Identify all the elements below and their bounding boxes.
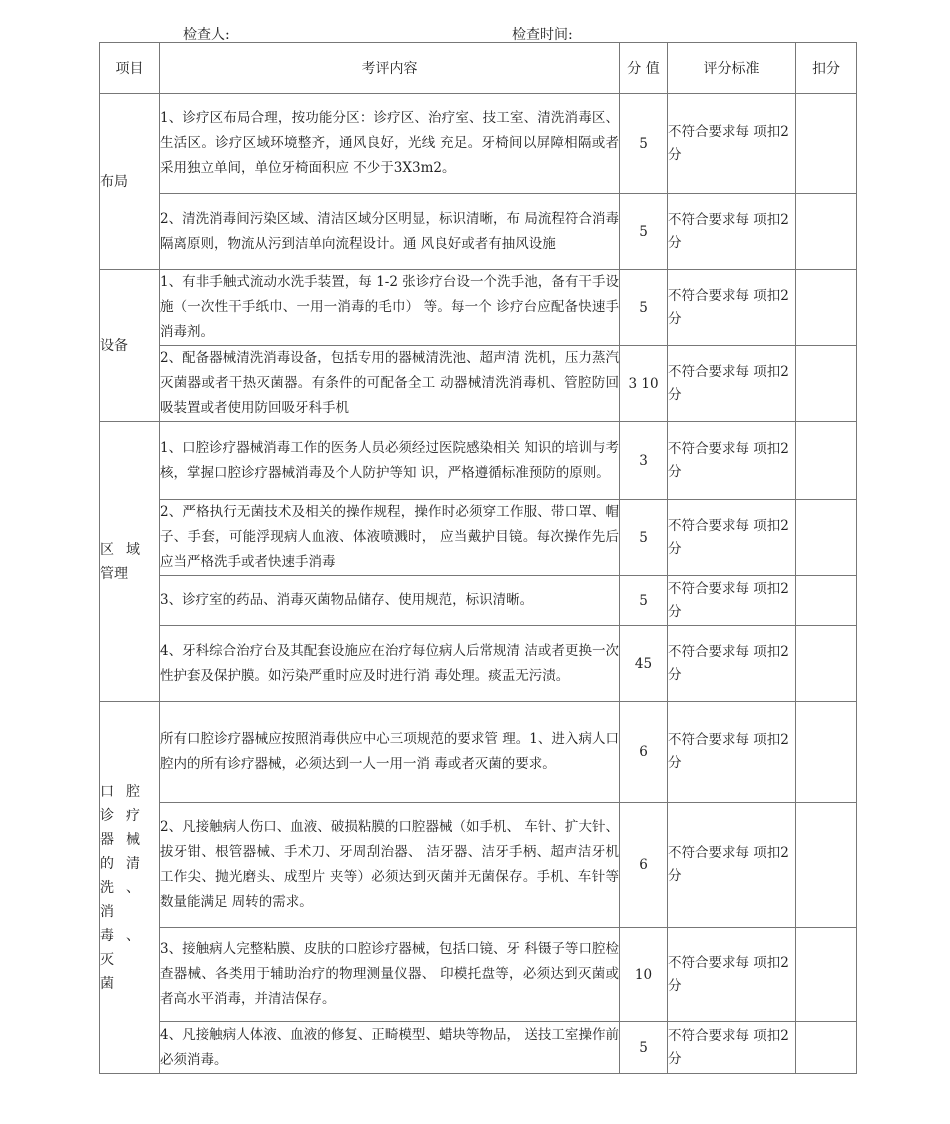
category-cleaning-line: 洗、消 [100,879,140,920]
deduct-cell[interactable] [796,194,857,270]
header-criteria: 评分标准 [668,43,796,94]
deduct-cell[interactable] [796,270,857,346]
content-cell: 2、清洗消毒间污染区域、清洁区域分区明显，标识清晰，布 局流程符合消毒隔离原则，物流从污到洁单向流程设计。通 风良好或者有抽风设施 [160,194,620,270]
criteria-cell: 不符合要求每 项扣2分 [668,194,796,270]
deduct-cell[interactable] [796,702,857,803]
category-layout: 布局 [100,94,160,270]
table-row [100,94,857,194]
criteria-cell: 不符合要求每 项扣2分 [668,270,796,346]
score-cell: 5 [620,576,668,626]
deduct-cell[interactable] [796,500,857,576]
criteria-cell: 不符合要求每 项扣2分 [668,500,796,576]
criteria-cell: 不符合要求每 项扣2分 [668,94,796,194]
score-cell: 6 [620,702,668,803]
score-cell: 3 10 [620,346,668,422]
form-header [0,24,950,44]
criteria-cell: 不符合要求每 项扣2分 [668,803,796,928]
category-area-line2: 管理 [100,565,128,582]
content-cell: 1、诊疗区布局合理，按功能分区：诊疗区、治疗室、技工室、清洗消毒区、生活区。诊疗区域环境整齐，通风良好，光线 充足。牙椅间以屏障相隔或者采用独立单间，单位牙椅面积应 不少于3X3m2。 [160,94,620,194]
category-area-line1: 区 域 [100,541,140,558]
table-row [100,1022,857,1074]
category-cleaning-line: 器 械 [100,831,140,848]
deduct-cell[interactable] [796,422,857,500]
deduct-cell[interactable] [796,576,857,626]
header-item: 项目 [100,43,160,94]
criteria-cell: 不符合要求每 项扣2分 [668,422,796,500]
criteria-cell: 不符合要求每 项扣2分 [668,576,796,626]
score-cell: 5 [620,194,668,270]
inspector-label: 检查人: [183,27,230,43]
deduct-cell[interactable] [796,1022,857,1074]
deduct-cell[interactable] [796,346,857,422]
category-instrument-cleaning [100,702,160,1074]
table-row [100,500,857,576]
score-cell: 5 [620,1022,668,1074]
category-equipment: 设备 [100,270,160,422]
content-cell: 3、诊疗室的药品、消毒灭菌物品储存、使用规范，标识清晰。 [160,576,620,626]
content-cell: 2、严格执行无菌技术及相关的操作规程，操作时必须穿工作服、带口罩、帽子、手套，可能浮现病人血液、体液喷溅时， 应当戴护目镜。每次操作先后应当严格洗手或者快速手消毒 [160,500,620,576]
content-cell: 3、接触病人完整粘膜、皮肤的口腔诊疗器械，包括口镜、牙 科镊子等口腔检查器械、各类用于辅助治疗的物理测量仪器、 印模托盘等，必须达到灭菌或者高水平消毒，并清洁保存。 [160,928,620,1022]
criteria-cell: 不符合要求每 项扣2分 [668,346,796,422]
table-row [100,422,857,500]
table-row [100,576,857,626]
criteria-cell: 不符合要求每 项扣2分 [668,928,796,1022]
criteria-cell: 不符合要求每 项扣2分 [668,626,796,702]
score-cell: 5 [620,94,668,194]
content-cell: 2、配备器械清洗消毒设备，包括专用的器械清洗池、超声清 洗机，压力蒸汽灭菌器或者干热灭菌器。有条件的可配备全工 动器械清洗消毒机、管腔防回吸装置或者使用防回吸牙科手机 [160,346,620,422]
deduct-cell[interactable] [796,803,857,928]
deduct-cell[interactable] [796,928,857,1022]
category-cleaning-line: 口 腔 [100,783,140,800]
inspection-time-label: 检查时间: [512,27,573,43]
table-row [100,626,857,702]
content-cell: 4、牙科综合治疗台及其配套设施应在治疗每位病人后常规清 洁或者更换一次性护套及保护膜。如污染严重时应及时进行消 毒处理。痰盂无污渍。 [160,626,620,702]
criteria-cell: 不符合要求每 项扣2分 [668,702,796,803]
score-cell: 5 [620,500,668,576]
table-row [100,702,857,803]
table-header-row [100,43,857,94]
content-cell: 所有口腔诊疗器械应按照消毒供应中心三项规范的要求管 理。1、进入病人口腔内的所有诊疗器械，必须达到一人一用一消 毒或者灭菌的要求。 [160,702,620,803]
deduct-cell[interactable] [796,94,857,194]
evaluation-table [99,42,857,1074]
criteria-cell: 不符合要求每 项扣2分 [668,1022,796,1074]
table-row [100,346,857,422]
deduct-cell[interactable] [796,626,857,702]
score-cell: 3 [620,422,668,500]
content-cell: 1、口腔诊疗器械消毒工作的医务人员必须经过医院感染相关 知识的培训与考核，掌握口腔诊疗器械消毒及个人防护等知 识，严格遵循标准预防的原则。 [160,422,620,500]
header-content: 考评内容 [160,43,620,94]
header-score: 分 值 [620,43,668,94]
table-row [100,928,857,1022]
content-cell: 2、凡接触病人伤口、血液、破损粘膜的口腔器械（如手机、 车针、扩大针、拔牙钳、根管器械、手术刀、牙周刮治器、 洁牙器、洁牙手柄、超声洁牙机工作尖、抛光磨头、成型片 夹等）必须达到灭菌并无菌保存。手机、车针等数量能满足 周转的需求。 [160,803,620,928]
category-cleaning-line: 毒、灭 [100,927,140,968]
score-cell: 45 [620,626,668,702]
table-row [100,803,857,928]
table-row [100,270,857,346]
score-cell: 5 [620,270,668,346]
category-area-management [100,422,160,702]
score-cell: 6 [620,803,668,928]
content-cell: 1、有非手触式流动水洗手装置，每 1-2 张诊疗台设一个洗手池，备有干手设施（一次性干手纸巾、一用一消毒的毛巾） 等。每一个 诊疗台应配备快速手消毒剂。 [160,270,620,346]
header-deduct: 扣分 [796,43,857,94]
category-cleaning-line: 的 清 [100,855,140,872]
table-row [100,194,857,270]
content-cell: 4、凡接触病人体液、血液的修复、正畸模型、蜡块等物品， 送技工室操作前必须消毒。 [160,1022,620,1074]
score-cell: 10 [620,928,668,1022]
category-cleaning-line: 诊 疗 [100,807,140,824]
category-cleaning-line: 菌 [100,975,114,992]
